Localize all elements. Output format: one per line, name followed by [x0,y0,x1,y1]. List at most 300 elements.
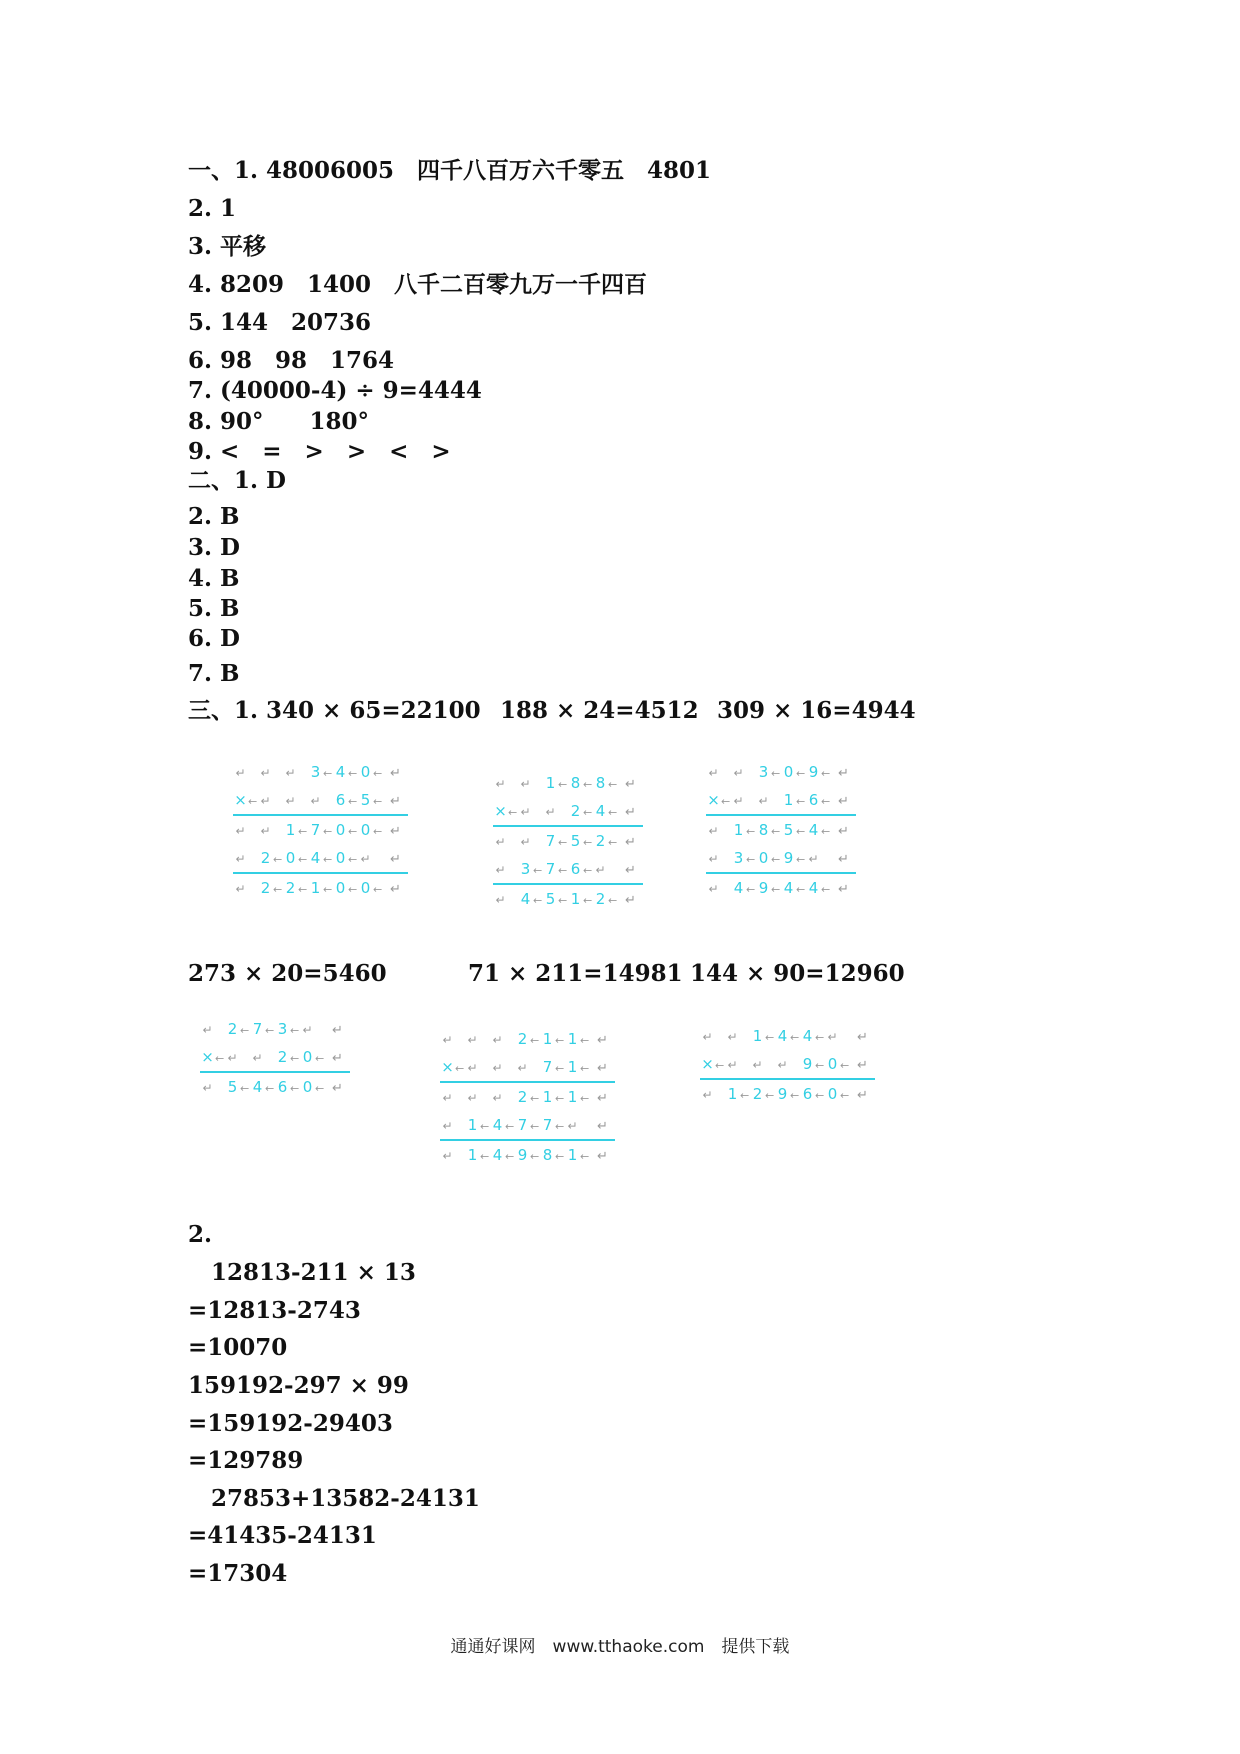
answer-line: 7. B [188,660,240,687]
calc-digit: ↵ [442,1119,453,1133]
answer-line: 4. B [188,565,240,592]
tab-mark: ← [290,1052,300,1065]
tab-mark: ← [608,836,618,849]
calc-digit: 1 [542,1088,553,1106]
tab-mark: ← [558,894,568,907]
calc-row [440,1025,615,1053]
calc-digit: 1 [285,821,296,839]
tab-mark: ← [348,767,358,780]
tab-mark: ← [715,1059,725,1072]
tab-mark: ← [323,853,333,866]
answer-line: 5. 144 20736 [188,309,372,336]
calc-digit: ↵ [360,852,371,866]
calc-digit: 9 [783,849,794,867]
calc-digit: 8 [595,774,606,792]
calc-digit: 4 [802,1027,813,1045]
calc-digit: 1 [567,1030,578,1048]
calc-digit: ↵ [202,1081,213,1095]
tab-mark: ← [373,825,383,838]
calc-digit: 2 [570,802,581,820]
answer-line: 5. B [188,595,240,622]
equation: 273 × 20=5460 [188,960,387,987]
calc-digit: ↵ [495,893,506,907]
calc-digit: ↵ [302,1023,313,1037]
calc-digit: ↵ [517,1061,528,1075]
calc-digit: ↵ [442,1091,453,1105]
calc-digit: 1 [567,1058,578,1076]
tab-mark: ← [558,836,568,849]
calc-digit: 0 [302,1048,313,1066]
calc-digit: ↵ [520,835,531,849]
equation: 71 × 211=14981 [468,960,683,987]
calc-digit: 7 [542,1058,553,1076]
tab-mark: ← [740,1089,750,1102]
calc-digit: 6 [808,791,819,809]
return-mark: ↵ [625,805,636,820]
answer-line: 4. 8209 1400 八千二百零九万一千四百 [188,271,648,298]
tab-mark: ← [533,894,543,907]
calc-digit: ↵ [545,805,556,819]
equation: 309 × 16=4944 [717,697,916,724]
calc-row [706,758,856,786]
tab-mark: ← [608,778,618,791]
tab-mark: ← [815,1031,825,1044]
tab-mark: ← [815,1059,825,1072]
answer-line: 2. B [188,503,240,530]
tab-mark: ← [533,864,543,877]
tab-mark: ← [746,883,756,896]
calc-line: 27853+13582-24131 [188,1485,480,1512]
calc-digit: ↵ [702,1030,713,1044]
tab-mark: ← [580,1062,590,1075]
calc-digit: × [441,1058,454,1076]
calc-digit: ↵ [235,766,246,780]
calc-digit: 2 [227,1020,238,1038]
tab-mark: ← [298,853,308,866]
calc-digit: 0 [360,763,371,781]
calc-digit: ↵ [467,1091,478,1105]
tab-mark: ← [290,1024,300,1037]
calc-digit: 3 [310,763,321,781]
calc-row [440,1053,615,1083]
calc-digit: 6 [570,860,581,878]
equation: 188 × 24=4512 [500,697,699,724]
tab-mark: ← [555,1034,565,1047]
calc-digit: 8 [542,1146,553,1164]
tab-mark: ← [315,1052,325,1065]
calc-row [233,874,408,902]
tab-mark: ← [505,1120,515,1133]
calc-digit: ↵ [777,1058,788,1072]
calc-digit: 7 [252,1020,263,1038]
calc-digit: 5 [570,832,581,850]
calc-row [200,1073,350,1101]
calc-digit: 3 [520,860,531,878]
tab-mark: ← [583,806,593,819]
calc-digit: ↵ [260,824,271,838]
return-mark: ↵ [390,794,401,809]
tab-mark: ← [821,767,831,780]
calc-digit: 9 [758,879,769,897]
calc-row [706,844,856,874]
tab-mark: ← [348,883,358,896]
tab-mark: ← [580,1092,590,1105]
calc-digit: × [234,791,247,809]
tab-mark: ← [746,825,756,838]
answer-line: 6. D [188,625,240,652]
tab-mark: ← [240,1082,250,1095]
tab-mark: ← [608,806,618,819]
footer-text: 通通好课网 www.tthaoke.com 提供下载 [450,1637,790,1657]
calc-digit: 1 [570,890,581,908]
return-mark: ↵ [597,1061,608,1076]
calc-digit: 4 [492,1116,503,1134]
tab-mark: ← [530,1120,540,1133]
calc-digit: 0 [360,821,371,839]
return-mark: ↵ [390,882,401,897]
calc-digit: ↵ [495,835,506,849]
tab-mark: ← [348,795,358,808]
tab-mark: ← [840,1059,850,1072]
calc-line: =10070 [188,1334,288,1361]
tab-mark: ← [555,1092,565,1105]
tab-mark: ← [555,1062,565,1075]
part2-label: 2. [188,1221,213,1248]
tab-mark: ← [796,767,806,780]
answer-line: 3. 平移 [188,233,267,260]
calc-digit: 0 [285,849,296,867]
return-mark: ↵ [838,852,849,867]
calc-digit: 0 [827,1085,838,1103]
calc-row [700,1050,875,1080]
calc-row [200,1043,350,1073]
tab-mark: ← [373,883,383,896]
calc-digit: ↵ [733,794,744,808]
calc-digit: ↵ [708,852,719,866]
calc-digit: 1 [752,1027,763,1045]
tab-mark: ← [821,795,831,808]
tab-mark: ← [583,864,593,877]
tab-mark: ← [373,767,383,780]
calc-row [493,769,643,797]
calc-digit: ↵ [752,1058,763,1072]
calc-digit: 9 [777,1085,788,1103]
calc-row [706,816,856,844]
tab-mark: ← [530,1150,540,1163]
calc-row [233,758,408,786]
vertical-calc [440,1025,615,1169]
calc-line: =129789 [188,1447,304,1474]
calc-digit: 1 [467,1116,478,1134]
return-mark: ↵ [597,1033,608,1048]
calc-row [700,1080,875,1108]
tab-mark: ← [771,767,781,780]
calc-digit: ↵ [235,882,246,896]
return-mark: ↵ [332,1051,343,1066]
calc-row [706,786,856,816]
tab-mark: ← [558,778,568,791]
calc-digit: 1 [567,1088,578,1106]
calc-digit: ↵ [310,794,321,808]
answer-line: 3. D [188,534,240,561]
tab-mark: ← [721,795,731,808]
tab-mark: ← [771,883,781,896]
calc-digit: ↵ [708,882,719,896]
tab-mark: ← [821,883,831,896]
calc-line: 12813-211 × 13 [188,1259,416,1286]
return-mark: ↵ [857,1058,868,1073]
calc-digit: 7 [545,860,556,878]
tab-mark: ← [508,806,518,819]
equation: 三、1. 340 × 65=22100 [188,697,481,724]
calc-digit: ↵ [492,1033,503,1047]
calc-digit: 5 [360,791,371,809]
calc-digit: 2 [517,1030,528,1048]
tab-mark: ← [265,1024,275,1037]
calc-digit: ↵ [235,852,246,866]
calc-digit: ↵ [702,1088,713,1102]
calc-digit: × [707,791,720,809]
calc-row [493,855,643,885]
calc-digit: 4 [595,802,606,820]
calc-digit: 4 [783,879,794,897]
calc-digit: ↵ [495,777,506,791]
tab-mark: ← [455,1062,465,1075]
calc-digit: 0 [360,879,371,897]
calc-digit: 7 [517,1116,528,1134]
tab-mark: ← [290,1082,300,1095]
calc-digit: 2 [277,1048,288,1066]
calc-digit: 0 [783,763,794,781]
calc-digit: 2 [595,832,606,850]
calc-digit: 1 [310,879,321,897]
calc-row [440,1111,615,1141]
calc-digit: ↵ [827,1030,838,1044]
calc-digit: ↵ [442,1033,453,1047]
calc-line: =17304 [188,1560,288,1587]
calc-digit: 2 [595,890,606,908]
tab-mark: ← [583,894,593,907]
answer-line: 7. (40000-4) ÷ 9=4444 [188,377,482,404]
calc-digit: 2 [285,879,296,897]
tab-mark: ← [323,883,333,896]
calc-row [233,844,408,874]
calc-digit: ↵ [467,1061,478,1075]
calc-digit: 0 [335,821,346,839]
calc-row [440,1083,615,1111]
calc-digit: 8 [758,821,769,839]
return-mark: ↵ [390,852,401,867]
tab-mark: ← [323,825,333,838]
return-mark: ↵ [625,893,636,908]
calc-digit: ↵ [252,1051,263,1065]
calc-digit: 1 [783,791,794,809]
answer-line: 二、1. D [188,467,286,494]
calc-digit: 5 [783,821,794,839]
return-mark: ↵ [625,777,636,792]
calc-digit: ↵ [492,1091,503,1105]
calc-digit: 4 [310,849,321,867]
calc-row [200,1015,350,1043]
tab-mark: ← [608,894,618,907]
tab-mark: ← [580,1034,590,1047]
tab-mark: ← [273,853,283,866]
calc-line: =12813-2743 [188,1297,361,1324]
vertical-calc [200,1015,350,1101]
calc-digit: 0 [335,849,346,867]
tab-mark: ← [771,825,781,838]
tab-mark: ← [840,1089,850,1102]
tab-mark: ← [348,853,358,866]
return-mark: ↵ [838,882,849,897]
calc-digit: 7 [310,821,321,839]
tab-mark: ← [530,1092,540,1105]
vertical-calc [233,758,408,902]
calc-digit: 3 [277,1020,288,1038]
tab-mark: ← [215,1052,225,1065]
calc-digit: 2 [517,1088,528,1106]
calc-digit: ↵ [260,794,271,808]
calc-row [493,885,643,913]
calc-row [493,797,643,827]
return-mark: ↵ [332,1023,343,1038]
tab-mark: ← [273,883,283,896]
tab-mark: ← [765,1089,775,1102]
calc-digit: 4 [492,1146,503,1164]
tab-mark: ← [790,1031,800,1044]
equation: 144 × 90=12960 [690,960,905,987]
calc-digit: 0 [302,1078,313,1096]
tab-mark: ← [480,1120,490,1133]
return-mark: ↵ [857,1088,868,1103]
calc-digit: ↵ [708,766,719,780]
answer-line: 一、1. 48006005 四千八百万六千零五 4801 [188,157,712,184]
tab-mark: ← [480,1150,490,1163]
calc-digit: 7 [542,1116,553,1134]
calc-digit: 2 [752,1085,763,1103]
answer-line: 9. < = > > < > [188,438,451,465]
tab-mark: ← [796,825,806,838]
calc-digit: ↵ [467,1033,478,1047]
calc-row [706,874,856,902]
return-mark: ↵ [625,835,636,850]
tab-mark: ← [821,825,831,838]
return-mark: ↵ [597,1149,608,1164]
calc-digit: ↵ [733,766,744,780]
return-mark: ↵ [597,1091,608,1106]
calc-digit: ↵ [235,824,246,838]
tab-mark: ← [298,883,308,896]
calc-digit: 3 [733,849,744,867]
calc-digit: ↵ [492,1061,503,1075]
return-mark: ↵ [625,863,636,878]
calc-digit: 6 [277,1078,288,1096]
calc-digit: 4 [335,763,346,781]
calc-digit: 5 [227,1078,238,1096]
tab-mark: ← [796,883,806,896]
calc-digit: 0 [758,849,769,867]
vertical-calc [700,1022,875,1108]
tab-mark: ← [583,836,593,849]
calc-digit: 9 [808,763,819,781]
calc-row [233,816,408,844]
tab-mark: ← [248,795,258,808]
calc-row [493,827,643,855]
tab-mark: ← [555,1150,565,1163]
return-mark: ↵ [390,766,401,781]
tab-mark: ← [765,1031,775,1044]
calc-digit: 3 [758,763,769,781]
calc-digit: 8 [570,774,581,792]
calc-line: =41435-24131 [188,1522,377,1549]
calc-digit: 0 [335,879,346,897]
calc-digit: ↵ [567,1119,578,1133]
calc-digit: × [201,1048,214,1066]
calc-digit: 5 [545,890,556,908]
calc-digit: ↵ [227,1051,238,1065]
return-mark: ↵ [332,1081,343,1096]
calc-digit: 4 [808,821,819,839]
calc-digit: 1 [733,821,744,839]
calc-digit: ↵ [758,794,769,808]
return-mark: ↵ [390,824,401,839]
calc-row [440,1141,615,1169]
tab-mark: ← [771,853,781,866]
tab-mark: ← [298,825,308,838]
calc-line: =159192-29403 [188,1410,393,1437]
calc-digit: 4 [808,879,819,897]
calc-digit: ↵ [285,794,296,808]
calc-digit: 4 [520,890,531,908]
calc-digit: 9 [802,1055,813,1073]
answer-line: 6. 98 98 1764 [188,347,395,374]
calc-line: 159192-297 × 99 [188,1372,409,1399]
tab-mark: ← [505,1150,515,1163]
calc-digit: ↵ [202,1023,213,1037]
calc-digit: 4 [733,879,744,897]
answer-line: 8. 90° 180° [188,408,370,435]
calc-digit: 4 [777,1027,788,1045]
tab-mark: ← [348,825,358,838]
return-mark: ↵ [838,824,849,839]
calc-digit: ↵ [260,766,271,780]
calc-digit: 1 [545,774,556,792]
calc-digit: 1 [542,1030,553,1048]
tab-mark: ← [790,1089,800,1102]
tab-mark: ← [315,1082,325,1095]
calc-digit: ↵ [708,824,719,838]
calc-row [700,1022,875,1050]
tab-mark: ← [746,853,756,866]
vertical-calc [493,769,643,913]
tab-mark: ← [373,795,383,808]
tab-mark: ← [240,1024,250,1037]
calc-digit: 1 [567,1146,578,1164]
calc-digit: 6 [802,1085,813,1103]
tab-mark: ← [815,1089,825,1102]
tab-mark: ← [323,767,333,780]
calc-digit: 4 [252,1078,263,1096]
return-mark: ↵ [838,794,849,809]
calc-row [233,786,408,816]
calc-digit: ↵ [520,777,531,791]
calc-digit: ↵ [495,863,506,877]
return-mark: ↵ [857,1030,868,1045]
calc-digit: ↵ [595,863,606,877]
tab-mark: ← [796,853,806,866]
calc-digit: 7 [545,832,556,850]
calc-digit: ↵ [442,1149,453,1163]
